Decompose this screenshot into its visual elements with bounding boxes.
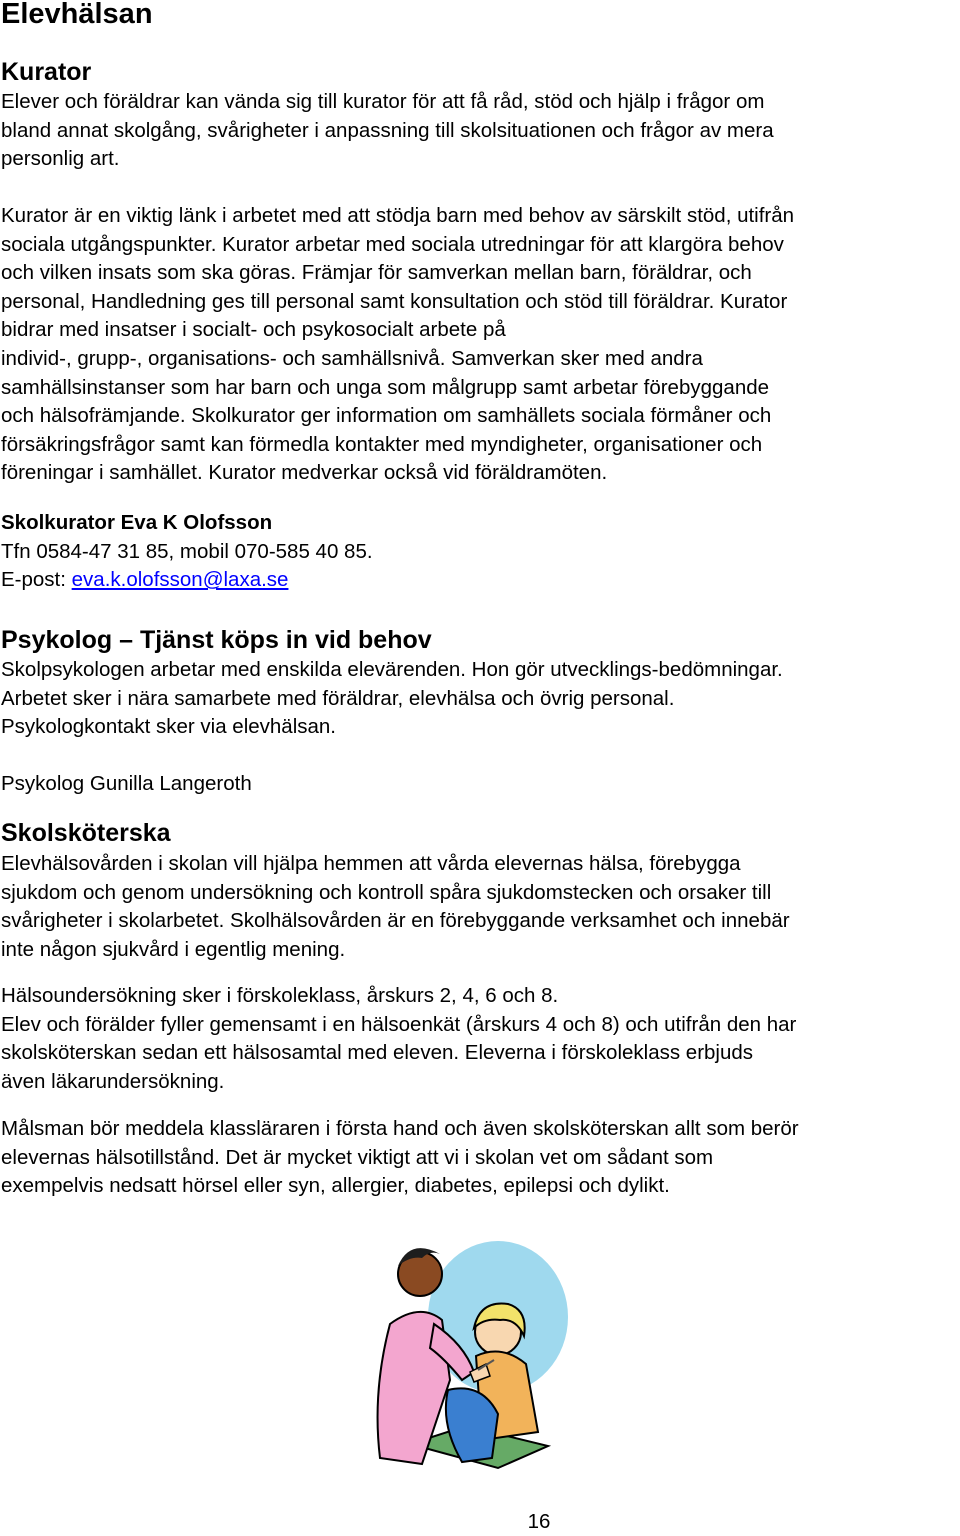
kurator-contact [1,509,373,595]
text-line: inte någon sjukvård i egentlig mening. [1,937,346,961]
text-line: och vilken insats som ska göras. Främjar för samverkan mellan barn, föräldrar, och [1,261,752,285]
skolskoterska-paragraph-1 [1,850,790,964]
kurator-email-link[interactable]: eva.k.olofsson@laxa.se [71,568,289,592]
text-line: skolsköterskan sedan ett hälsosamtal med eleven. Eleverna i förskoleklass erbjuds [1,1041,754,1065]
kurator-description-paragraph [1,202,794,488]
kurator-heading: Kurator [1,58,92,86]
kurator-contact-name: Skolkurator Eva K Olofsson [1,511,273,534]
text-line: Elevhälsovården i skolan vill hjälpa hemmen att vårda elevernas hälsa, förebygga [1,852,741,875]
text-line: Målsman bör meddela klassläraren i första hand och även skolsköterskan allt som berör [1,1117,799,1140]
text-line: personlig art. [1,147,120,171]
page-number: 16 [527,1510,551,1533]
text-line: föreningar i samhället. Kurator medverkar också vid föräldramöten. [1,461,608,485]
text-line: personal, Handledning ges till personal samt konsultation och stöd till föräldrar. Kurator [1,289,788,313]
page-title: Elevhälsan [1,0,153,30]
skolskoterska-paragraph-3 [1,1115,799,1201]
text-line: exempelvis nedsatt hörsel eller syn, allergier, diabetes, epilepsi och dylikt. [1,1174,670,1198]
text-line: även läkarundersökning. [1,1069,225,1093]
psykolog-heading: Psykolog – Tjänst köps in vid behov [1,626,432,654]
text-line: bland annat skolgång, svårigheter i anpassning till skolsituationen och frågor av mera [1,118,774,142]
text-line: Psykologkontakt sker via elevhälsan. [1,715,337,739]
text-line: elevernas hälsotillstånd. Det är mycket viktigt att vi i skolan vet om sådant som [1,1145,714,1169]
text-line: Kurator är en viktig länk i arbetet med att stödja barn med behov av särskilt stöd, utifrån [1,204,795,227]
text-line: Skolpsykologen arbetar med enskilda elevärenden. Hon gör utvecklings-bedömningar. [1,658,783,681]
text-line: sjukdom och genom undersökning och kontroll spåra sjukdomstecken och orsaker till [1,880,772,904]
text-line: bidrar med insatser i socialt- och psykosocialt arbete på [1,318,506,342]
text-line: Elev och förälder fyller gemensamt i en hälsoenkät (årskurs 4 och 8) och utifrån den har [1,1012,797,1036]
text-line: sociala utgångspunkter. Kurator arbetar med sociala utredningar för att klargöra behov [1,232,784,256]
text-line: samhällsinstanser som har barn och unga som målgrupp samt arbetar förebyggande [1,375,770,399]
text-line: individ-, grupp-, organisations- och samhällsnivå. Samverkan sker med andra [1,346,703,370]
nurse-vaccination-illustration [370,1232,570,1472]
skolskoterska-paragraph-2 [1,982,796,1096]
psykolog-paragraph [1,656,783,742]
email-label: E-post: [1,568,72,592]
text-line: Arbetet sker i nära samarbete med föräldrar, elevhälsa och övrig personal. [1,686,675,710]
skolskoterska-heading: Skolsköterska [1,819,171,847]
text-line: svårigheter i skolarbetet. Skolhälsovården är en förebyggande verksamhet och innebär [1,909,790,933]
text-line: Elever och föräldrar kan vända sig till kurator för att få råd, stöd och hjälp i frågor om [1,90,765,113]
kurator-contact-phone: Tfn 0584-47 31 85, mobil 070-585 40 85. [1,539,373,563]
text-line: Hälsoundersökning sker i förskoleklass, årskurs 2, 4, 6 och 8. [1,984,559,1007]
psykolog-contact-name: Psykolog Gunilla Langeroth [1,772,252,795]
kurator-intro-paragraph [1,88,774,174]
text-line: och hälsofrämjande. Skolkurator ger information om samhällets sociala förmåner och [1,404,772,428]
text-line: försäkringsfrågor samt kan förmedla kontakter med myndigheter, organisationer och [1,432,763,456]
